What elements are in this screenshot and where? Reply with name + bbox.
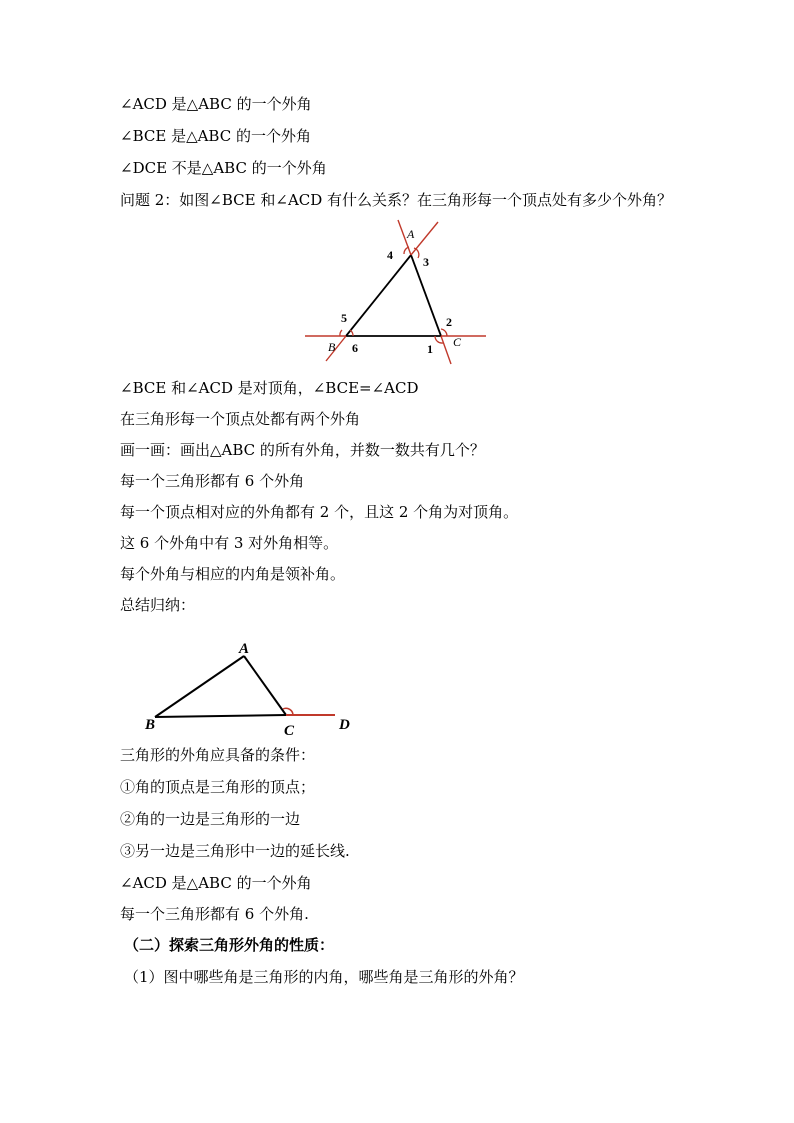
text-line-2: ∠BCE 是△ABC 的一个外角: [120, 127, 311, 145]
text-line-3: ∠DCE 不是△ABC 的一个外角: [120, 159, 327, 177]
conditions-heading: 三角形的外角应具备的条件：: [120, 746, 316, 764]
text-line-11: 每个外角与相应的内角是领补角。: [120, 565, 346, 583]
figure2-label-a: A: [239, 641, 250, 657]
text-line-6: 在三角形每一个顶点处都有两个外角: [120, 410, 361, 428]
figure2-side-bc: [155, 715, 286, 717]
figure2-side-ac: [244, 656, 286, 715]
figure1-label-angle-4: 4: [387, 248, 393, 262]
figure1-label-angle-2: 2: [446, 315, 452, 329]
section-heading-2: （二）探索三角形外角的性质：: [124, 936, 335, 954]
condition-2: ②角的一边是三角形的一边: [120, 810, 301, 828]
figure1-label-angle-3: 3: [423, 255, 429, 269]
text-line-18: 每一个三角形都有 6 个外角.: [120, 905, 309, 923]
figure1-label-b: B: [328, 340, 336, 354]
figure1-label-c: C: [453, 335, 462, 349]
figure1-label-a: A: [407, 227, 415, 241]
summary-heading: 总结归纳：: [120, 596, 196, 614]
text-line-7: 画一画：画出△ABC 的所有外角，并数一数共有几个？: [120, 441, 485, 459]
figure2-label-b: B: [145, 717, 156, 733]
condition-3: ③另一边是三角形中一边的延长线.: [120, 842, 350, 860]
question-2: 问题 2：如图∠BCE 和∠ACD 有什么关系？在三角形每一个顶点处有多少个外角？: [120, 191, 673, 209]
figure2-side-ab: [155, 656, 244, 717]
text-line-1: ∠ACD 是△ABC 的一个外角: [120, 95, 312, 113]
text-line-10: 这 6 个外角中有 3 对外角相等。: [120, 534, 339, 552]
text-line-17: ∠ACD 是△ABC 的一个外角: [120, 874, 312, 892]
figure1-label-angle-5: 5: [341, 311, 347, 325]
text-line-5: ∠BCE 和∠ACD 是对顶角，∠BCE=∠ACD: [120, 379, 419, 397]
figure2-label-c: C: [284, 723, 295, 739]
text-line-8: 每一个三角形都有 6 个外角: [120, 472, 305, 490]
figure1-label-angle-6: 6: [352, 341, 358, 355]
figure2-label-d: D: [339, 717, 350, 733]
condition-1: ①角的顶点是三角形的顶点；: [120, 778, 316, 796]
text-line-9: 每一个顶点相对应的外角都有 2 个，且这 2 个角为对顶角。: [120, 503, 519, 521]
figure1-label-angle-1: 1: [427, 342, 433, 356]
question-1: （1）图中哪些角是三角形的内角，哪些角是三角形的外角？: [124, 968, 524, 986]
